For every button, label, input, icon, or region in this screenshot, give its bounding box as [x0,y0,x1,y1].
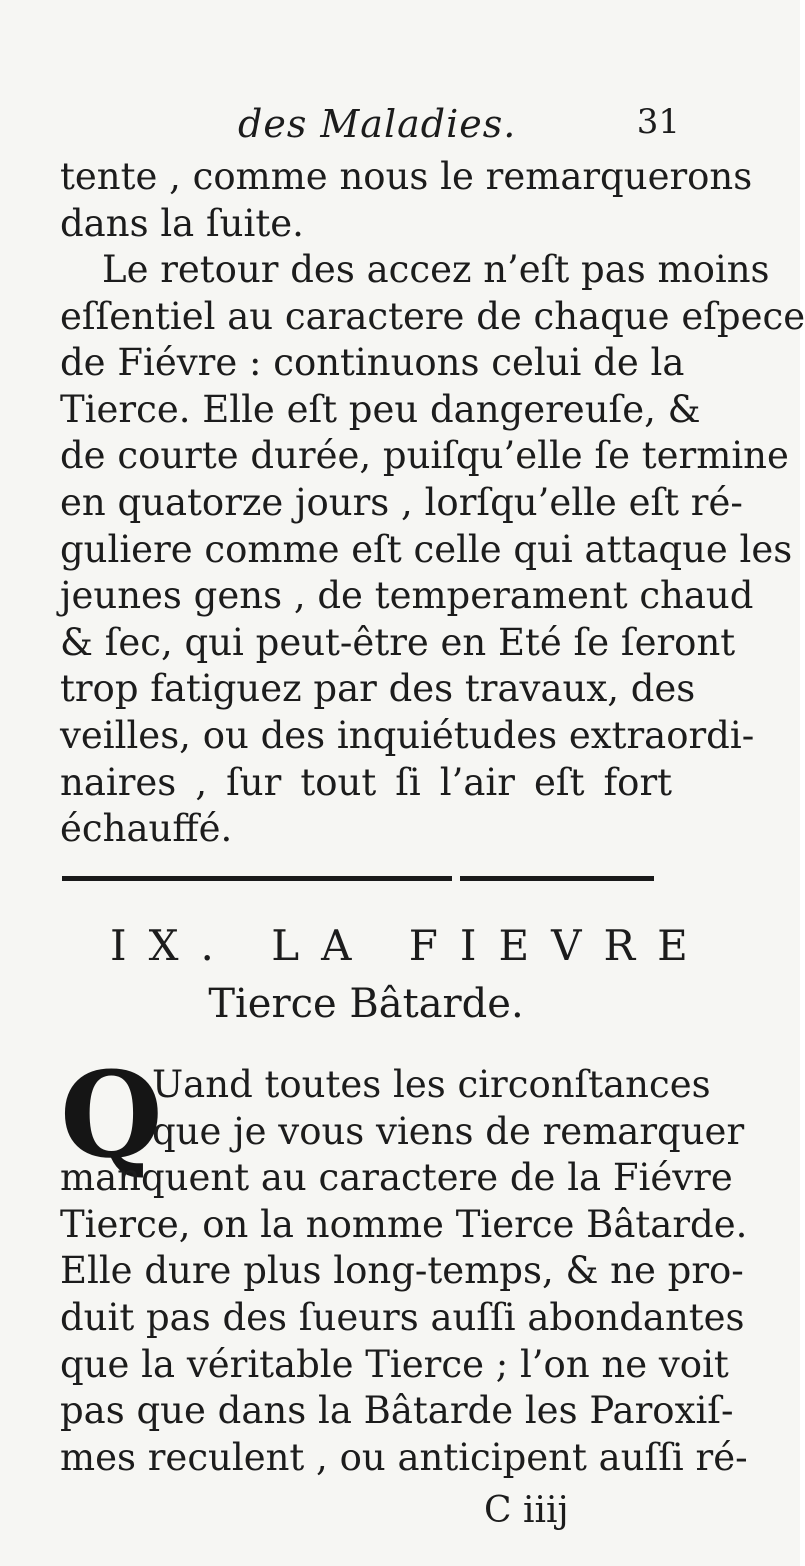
text-line: Elle dure plus long-temps, & ne pro- [60,1249,744,1293]
section-heading: IX. LA FIEVRE [110,921,710,970]
text-line: que la véritable Tierce ; l’on ne voit [60,1342,729,1386]
text-line: trop fatiguez par des travaux, des [60,667,696,711]
text-line: veilles, ou des inquiétudes extraordi- [60,713,755,757]
text-line: guliere comme eſt celle qui attaque les [60,527,793,571]
text-line: que je vous viens de remarquer [152,1109,745,1153]
text-line: échauffé. [60,807,233,851]
text-line: pas que dans la Bâtarde les Paroxiſ- [60,1389,734,1433]
paragraph-tierce [60,247,805,853]
text-line: manquent au caractere de la Fiévre [60,1156,733,1200]
text-line: jeunes gens , de temperament chaud [60,574,754,618]
text-line: tente , comme nous le remarquerons [60,155,753,198]
text-line: Tierce. Elle eſt peu dangereuſe, & [60,387,701,431]
text-line: mes reculent , ou anticipent auſſi ré- [60,1435,748,1479]
section-rule-left [62,876,452,881]
text-line: de courte durée, puiſqu’elle ſe termine [60,434,789,478]
text-line: de Fiévre : continuons celui de la [60,341,685,385]
text-line: en quatorze jours , lorſqu’elle eſt ré- [60,480,743,524]
text-line: Le retour des accez n’eſt pas moins [102,248,770,291]
text-line: duit pas des ſueurs auſſi abondantes [60,1295,745,1339]
text-line: eſſentiel au caractere de chaque eſpece [60,294,805,338]
drop-cap: Q [60,1045,163,1184]
text-line: & ſec, qui peut-être en Eté ſe ſeront [60,620,736,664]
text-line: Tierce, on la nomme Tierce Bâtarde. [60,1202,748,1246]
section-rule-right [460,876,654,881]
paragraph-continuation [60,154,753,247]
signature-mark: C iiij [484,1490,569,1531]
section-subheading: Tierce Bâtarde. [208,981,524,1027]
text-line: Uand toutes les circonſtances [152,1063,711,1106]
running-head [60,102,680,150]
running-title: des Maladies. [238,102,517,146]
page-number: 31 [636,102,680,142]
text-line: dans la ſuite. [60,201,304,245]
text-line: naires , ſur tout ſi l’air eſt fort [60,760,672,804]
paragraph-tierce-batarde [60,1045,748,1481]
